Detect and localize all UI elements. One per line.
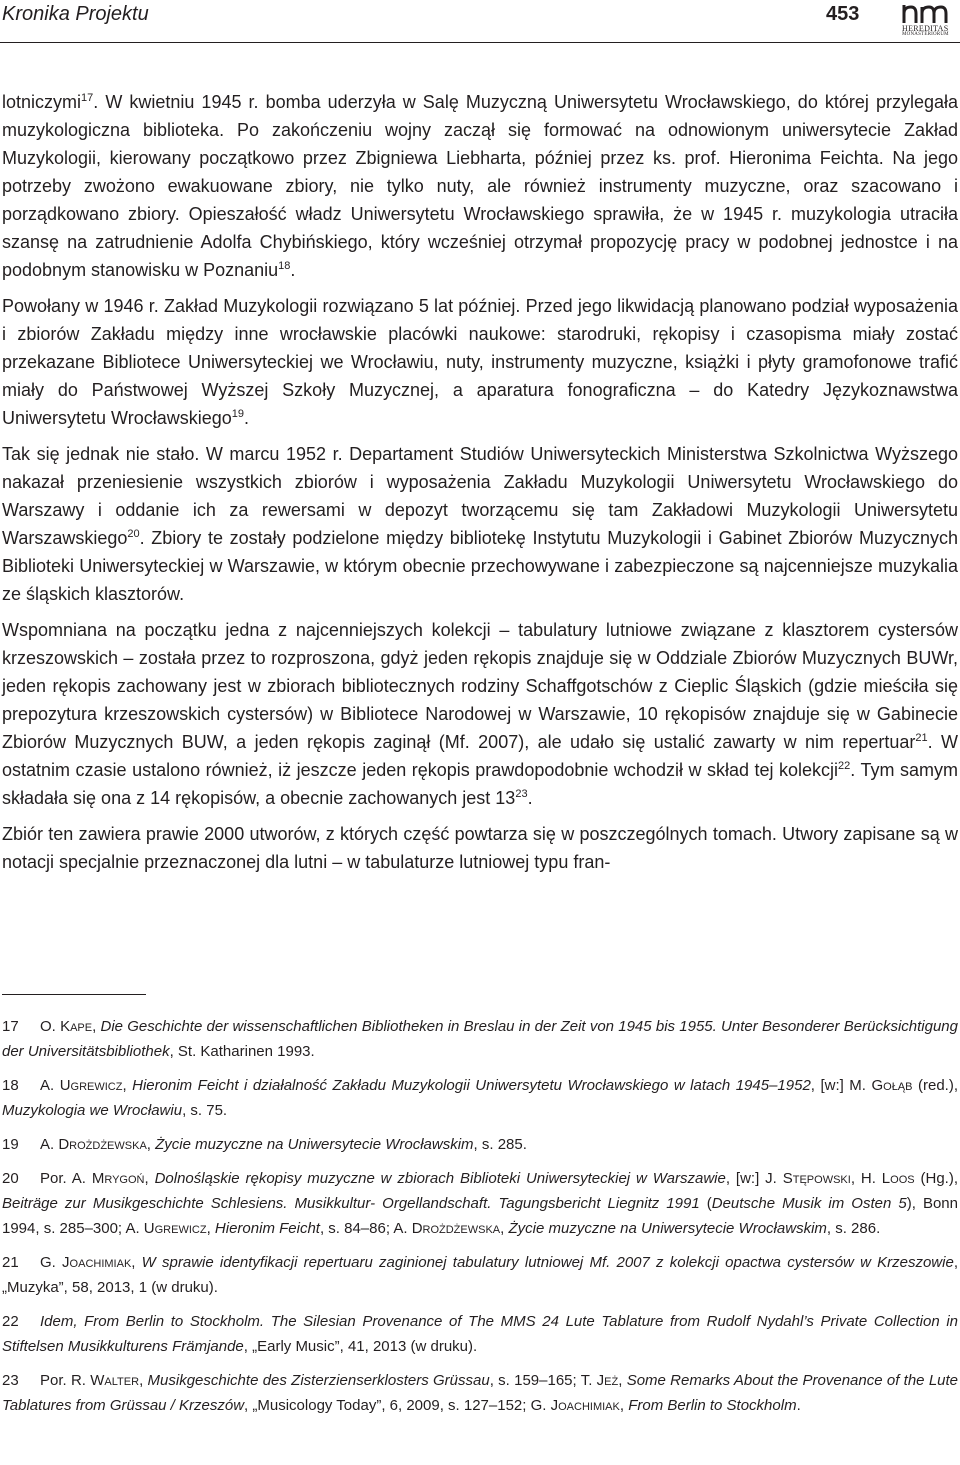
footnote-number: 17 — [2, 1018, 19, 1035]
footnote-23: 23 Por. R. Walter, Musikgeschichte des Zisterzienserklosters Grüssau, s. 159–165; T. Jeż, Some Remarks About the Provenance of the Lute Tablatures from Grüssau / Krzeszów, „Musicology Today”, 6, 2009, s. 127–152; G. Joachimiak, From Berlin to Stockholm. — [2, 1368, 958, 1418]
running-title: Kronika Projektu — [2, 3, 149, 25]
hereditas-logo — [902, 2, 960, 38]
paragraph: lotniczymi$^{17}$. W kwietniu 1945 r. bomba uderzyła w Salę Muzyczną Uniwersytetu Wrocławskiego, do której przylegała muzykologiczna biblioteka. Po zakończeniu wojny zaczął się formować na odnowionym uniwersytecie Zakład Muzykologii, kierowany początkowo przez Zbigniewa Liebharta, później przez ks. prof. Hieronima Feichta. Na jego potrzeby zwożono ewakuowane zbiory, nie tylko nuty, ale również instrumenty muzyczne, oraz szacowano i porządkowano zbiory. Opieszałość władz Uniwersytetu Wrocławskiego sprawiła, że w 1945 r. muzykologia utraciła szansę na zatrudnienie Adolfa Chybińskiego, który wcześniej otrzymał propozycję pracy w podobnej jednostce i na podobnym stanowisku w Poznaniu$^{18}$. — [2, 92, 958, 280]
paragraph: Tak się jednak nie stało. W marcu 1952 r. Departament Studiów Uniwersyteckich Ministerstwa Szkolnictwa Wyższego nakazał przeniesienie wszystkich zbiorów i wyposażenia Zakładu Muzykologii Uniwersytetu Wrocławskiego do Warszawy i oddanie ich za rewersami w depozyt tworzącemu się tam Zakładowi Muzykologii Uniwersytetu Warszawskiego$^{20}$. Zbiory te zostały podzielone między bibliotekę Instytutu Muzykologii i Gabinet Zbiorów Muzycznych Biblioteki Uniwersyteckiej w Warszawie, w którym obecnie przechowywane i zabezpieczone są najcenniejsze muzykalia ze śląskich klasztorów. — [2, 444, 958, 604]
footnote-number: 22 — [2, 1313, 19, 1330]
paragraph: Zbiór ten zawiera prawie 2000 utworów, z których część powtarza się w poszczególnych tomach. Utwory zapisane są w notacji specjalnie przeznaczonej dla lutni – w tabulaturze lutniowej typu fran- — [2, 824, 958, 872]
footnote-ref[interactable]: 18 — [278, 260, 291, 272]
footnote-ref[interactable]: 19 — [231, 408, 244, 420]
footnote-number: 21 — [2, 1254, 19, 1271]
footnote-18: 18 A. Ugrewicz, Hieronim Feicht i działalność Zakładu Muzykologii Uniwersytetu Wrocławskiego w latach 1945–1952, [w:] M. Gołąb (red.), Muzykologia we Wrocławiu, s. 75. — [2, 1073, 958, 1123]
header-rule — [0, 42, 960, 43]
footnote-ref[interactable]: 21 — [915, 732, 928, 744]
footnote-separator — [2, 994, 146, 995]
footnote-19: 19 A. Drożdżewska, Życie muzyczne na Uniwersytecie Wrocławskim, s. 285. — [2, 1132, 958, 1157]
footnotes — [2, 1014, 958, 1427]
footnote-number: 19 — [2, 1136, 19, 1153]
page-header — [0, 0, 960, 42]
footnote-number: 20 — [2, 1170, 19, 1187]
footnote-ref[interactable]: 17 — [81, 92, 94, 104]
footnote-22: 22 Idem, From Berlin to Stockholm. The Silesian Provenance of The MMS 24 Lute Tablature from Rudolf Nydahl’s Private Collection in Stiftelsen Musikkulturens Främjande, „Early Music”, 41, 2013 (w druku). — [2, 1309, 958, 1359]
footnote-20: 20 Por. A. Mrygoń, Dolnośląskie rękopisy muzyczne w zbiorach Biblioteki Uniwersyteckiej w Warszawie, [w:] J. Stępowski, H. Loos (Hg.), Beiträge zur Musikgeschichte Schlesiens. Musikkultur- Orgellandschaft. Tagungsbericht Liegnitz 1991 (Deutsche Musik im Osten 5), Bonn 1994, s. 285–300; A. Ugrewicz, Hieronim Feicht, s. 84–86; A. Drożdżewska, Życie muzyczne na Uniwersytecie Wrocławskim, s. 286. — [2, 1166, 958, 1241]
footnote-ref[interactable]: 20 — [127, 528, 140, 540]
paragraph: Wspomniana na początku jedna z najcenniejszych kolekcji – tabulatury lutniowe związane z klasztorem cystersów krzeszowskich – została przez to rozproszona, gdyż jeden rękopis znajduje się w Oddziale Zbiorów Muzycznych BUWr, jeden rękopis zachowany jest w zbiorach bibliotecznych rodziny Schaffgotschów z Cieplic Śląskich (gdzie mieściła się prepozytura krzeszowskich cystersów) w Bibliotece Narodowej w Warszawie, 10 rękopisów znajduje się w Gabinecie Zbiorów Muzycznych BUW, a jeden rękopis zaginął (Mf. 2007), ale udało się ustalić zawarty w nim repertuar$^{21}$. W ostatnim czasie ustalono również, iż jeszcze jeden rękopis prawdopodobnie wchodził w skład tej kolekcji$^{22}$. Tym samym składała się ona z 14 rękopisów, a obecnie zachowanych jest $13^{23}$. — [2, 620, 958, 808]
hm-logo-mark — [902, 2, 960, 24]
footnote-number: 18 — [2, 1077, 19, 1094]
page-number: 453 — [826, 3, 860, 25]
paragraph: Powołany w 1946 r. Zakład Muzykologii rozwiązano 5 lat później. Przed jego likwidacją planowano podział wyposażenia i zbiorów Zakładu między inne wrocławskie placówki naukowe: starodruki, rękopisy i czasopisma miały zostać przekazane Bibliotece Uniwersyteckiej we Wrocławiu, nuty, instrumenty muzyczne, książki i płyty gramofonowe trafić miały do Państwowej Wyższej Szkoły Muzycznej, a aparatura fonograficzna – do Katedry Językoznawstwa Uniwersytetu Wrocławskiego$^{19}$. — [2, 296, 958, 428]
logo-text-monasteriorum: MONASTERIORUM — [902, 32, 949, 37]
main-text — [2, 88, 958, 884]
footnote-ref[interactable]: 22 — [838, 760, 851, 772]
footnote-17: 17 O. Kape, Die Geschichte der wissenschaftlichen Bibliotheken in Breslau in der Zeit von 1945 bis 1955. Unter Besonderer Berücksichtigung der Universitätsbibliothek, St. Katharinen 1993. — [2, 1014, 958, 1064]
logo-text-hereditas: HEREDITAS — [902, 24, 949, 33]
footnote-ref[interactable]: 23 — [515, 788, 528, 800]
footnote-number: 23 — [2, 1372, 19, 1389]
footnote-21: 21 G. Joachimiak, W sprawie identyfikacji repertuaru zaginionej tabulatury lutniowej Mf. 2007 z kolekcji opactwa cystersów w Krzeszowie, „Muzyka”, 58, 2013, 1 (w druku). — [2, 1250, 958, 1300]
